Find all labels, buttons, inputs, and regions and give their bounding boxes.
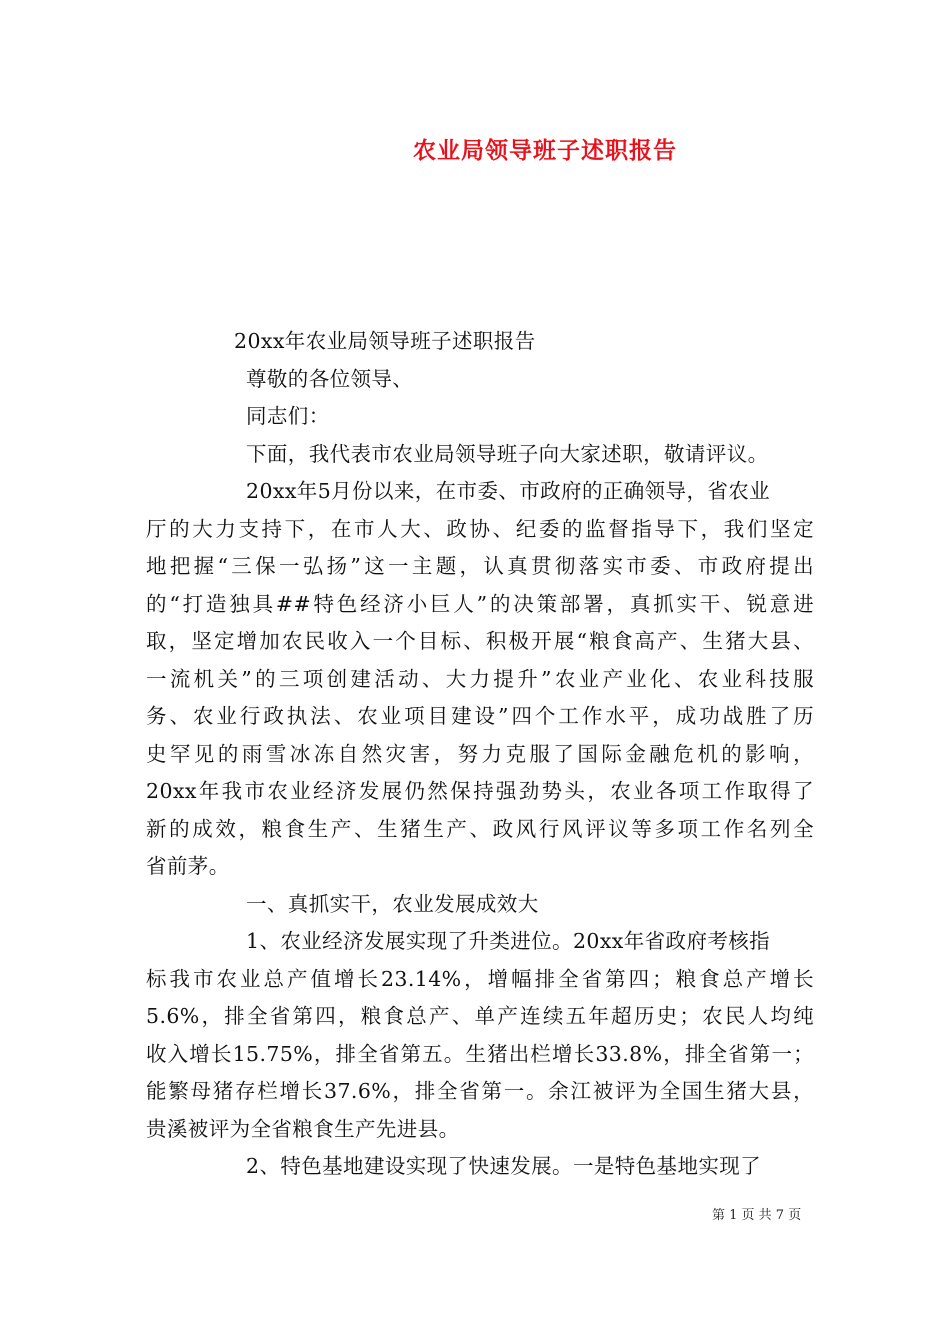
paragraph-line: 能繁母猪存栏增长37.6%，排全省第一。余江被评为全国生猪大县， (146, 1079, 814, 1103)
paragraph-line: 一流机关”的三项创建活动、大力提升”农业产业化、农业科技服 (146, 666, 814, 691)
paragraph-line: 地把握“三保一弘扬”这一主题，认真贯彻落实市委、市政府提出 (146, 554, 814, 578)
paragraph-line: 2、特色基地建设实现了快速发展。一是特色基地实现了 (246, 1154, 762, 1178)
paragraph-line: 20xx年5月份以来，在市委、市政府的正确领导，省农业 (246, 479, 771, 503)
report-heading-line: 20xx年农业局领导班子述职报告 (234, 329, 536, 353)
document-body (146, 323, 814, 1186)
page-number-footer: 第 1 页 共 7 页 (712, 1208, 802, 1223)
paragraph-line: 务、农业行政执法、农业项目建设”四个工作水平，成功战胜了历 (146, 704, 814, 728)
paragraph-line: 贵溪被评为全省粮食生产先进县。 (146, 1116, 460, 1141)
paragraph-line: 1、农业经济发展实现了升类进位。20xx年省政府考核指 (246, 929, 771, 953)
paragraph-line: 下面，我代表市农业局领导班子向大家述职，敬请评议。 (246, 441, 769, 466)
document-title: 农业局领导班子述职报告 (413, 137, 677, 164)
salutation-line: 同志们： (246, 404, 330, 428)
section-heading: 一、真抓实干，农业发展成效大 (246, 891, 539, 916)
paragraph-line: 20xx年我市农业经济发展仍然保持强劲势头，农业各项工作取得了 (146, 779, 814, 803)
paragraph-line: 省前茅。 (146, 854, 230, 878)
salutation-line: 尊敬的各位领导、 (246, 366, 414, 391)
paragraph-line: 取，坚定增加农民收入一个目标、积极开展“粮食高产、生猪大县、 (146, 629, 814, 653)
paragraph-line: 厅的大力支持下，在市人大、政协、纪委的监督指导下，我们坚定 (146, 516, 814, 541)
paragraph-line: 新的成效，粮食生产、生猪生产、政风行风评议等多项工作名列全 (146, 816, 814, 841)
paragraph-line: 史罕见的雨雪冰冻自然灾害，努力克服了国际金融危机的影响， (146, 741, 814, 766)
paragraph-line: 的“打造独具##特色经济小巨人”的决策部署，真抓实干、锐意进 (146, 591, 814, 616)
paragraph-line: 标我市农业总产值增长23.14%，增幅排全省第四；粮食总产增长 (146, 966, 814, 991)
paragraph-line: 收入增长15.75%，排全省第五。生猪出栏增长33.8%，排全省第一； (146, 1041, 814, 1066)
paragraph-line: 5.6%，排全省第四，粮食总产、单产连续五年超历史；农民人均纯 (146, 1004, 814, 1028)
